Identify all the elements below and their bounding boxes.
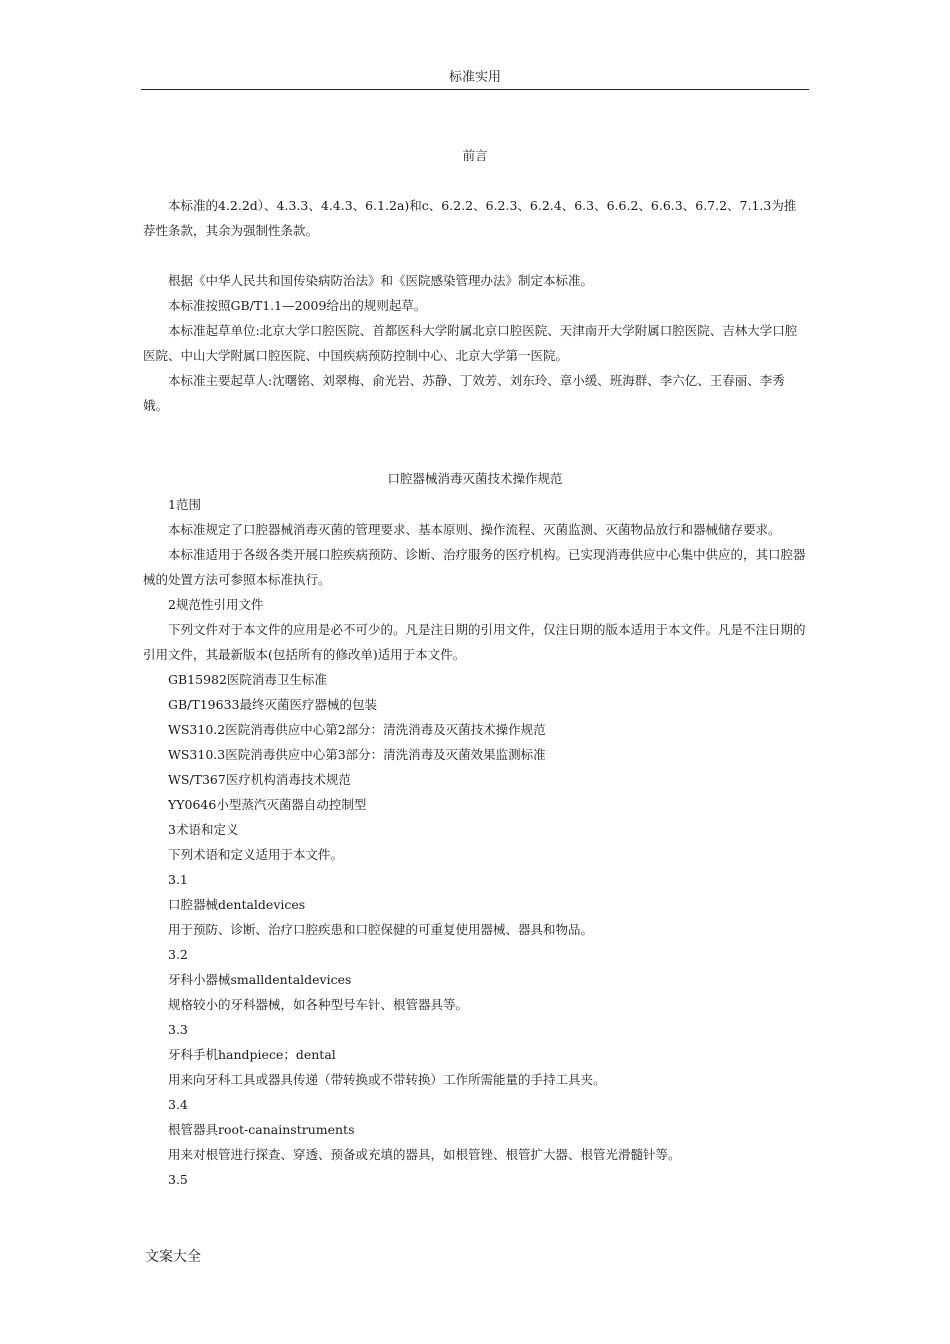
- term-name: 牙科小器械smalldentaldevices: [168, 972, 352, 987]
- term-definition: 用来向牙科工具或器具传递（带转换或不带转换）工作所需能量的手持工具夹。: [168, 1072, 606, 1087]
- body-paragraph: 本标准适用于各级各类开展口腔疾病预防、诊断、治疗服务的医疗机构。已实现消毒供应中心集中供应的，其口腔器械的处置方法可参照本标准执行。: [143, 547, 806, 587]
- reference-item: WS310.3医院消毒供应中心第3部分：清洗消毒及灭菌效果监测标准: [168, 747, 546, 762]
- term-number: 3.4: [168, 1097, 188, 1112]
- term-definition: 用来对根管进行探查、穿透、预备或充填的器具，如根管锉、根管扩大器、根管光滑髓针等。: [168, 1147, 681, 1162]
- page-header: 标准实用: [448, 70, 501, 85]
- section-heading-scope: 1范围: [168, 497, 201, 512]
- standard-title: 口腔器械消毒灭菌技术操作规范: [387, 471, 563, 486]
- term-number: 3.5: [168, 1172, 188, 1187]
- reference-item: GB/T19633最终灭菌医疗器械的包装: [168, 697, 377, 712]
- foreword-body: [143, 268, 807, 418]
- reference-item: WS/T367医疗机构消毒技术规范: [168, 772, 351, 787]
- standard-body: [143, 492, 807, 1192]
- foreword-paragraph: 根据《中华人民共和国传染病防治法》和《医院感染管理办法》制定本标准。: [168, 273, 594, 288]
- foreword-paragraph: 本标准起草单位:北京大学口腔医院、首都医科大学附属北京口腔医院、天津南开大学附属口腔医院、吉林大学口腔医院、中山大学附属口腔医院、中国疾病预防控制中心、北京大学第一医院。: [143, 323, 798, 363]
- foreword-paragraph: 本标准主要起草人:沈曙铭、刘翠梅、俞光岩、苏静、丁效芳、刘东玲、章小缓、班海群、李六亿、王春丽、李秀娥。: [143, 373, 785, 413]
- term-name: 口腔器械dentaldevices: [168, 897, 306, 912]
- term-number: 3.2: [168, 947, 188, 962]
- term-number: 3.1: [168, 872, 188, 887]
- term-definition: 用于预防、诊断、治疗口腔疾患和口腔保健的可重复使用器械、器具和物品。: [168, 922, 594, 937]
- foreword-paragraph: 本标准按照GB/T1.1—2009给出的规则起草。: [168, 298, 427, 313]
- foreword-note-block: [143, 193, 807, 243]
- section-heading-references: 2规范性引用文件: [168, 597, 264, 612]
- header-rule: [141, 89, 809, 90]
- section-heading-terms: 3术语和定义: [168, 822, 239, 837]
- term-number: 3.3: [168, 1022, 188, 1037]
- reference-item: YY0646小型蒸汽灭菌器自动控制型: [168, 797, 367, 812]
- term-name: 根管器具root-canainstruments: [168, 1122, 355, 1137]
- foreword-title: 前言: [462, 148, 488, 163]
- body-paragraph: 下列术语和定义适用于本文件。: [168, 847, 344, 862]
- foreword-note: 本标准的4.2.2d）、4.3.3、4.4.3、6.1.2a)和c、6.2.2、6.2.3、6.2.4、6.3、6.6.2、6.6.3、6.7.2、7.1.3为推荐性条款，其余为强制性条款。: [143, 198, 797, 238]
- term-definition: 规格较小的牙科器械，如各种型号车针、根管器具等。: [168, 997, 469, 1012]
- term-name: 牙科手机handpiece；dental: [168, 1047, 336, 1062]
- reference-item: WS310.2医院消毒供应中心第2部分：清洗消毒及灭菌技术操作规范: [168, 722, 546, 737]
- page-footer: 文案大全: [145, 1249, 201, 1265]
- body-paragraph: 本标准规定了口腔器械消毒灭菌的管理要求、基本原则、操作流程、灭菌监测、灭菌物品放行和器械储存要求。: [168, 522, 781, 537]
- body-paragraph: 下列文件对于本文件的应用是必不可少的。凡是注日期的引用文件，仅注日期的版本适用于本文件。凡是不注日期的引用文件，其最新版本(包括所有的修改单)适用于本文件。: [143, 622, 806, 662]
- reference-item: GB15982医院消毒卫生标准: [168, 672, 327, 687]
